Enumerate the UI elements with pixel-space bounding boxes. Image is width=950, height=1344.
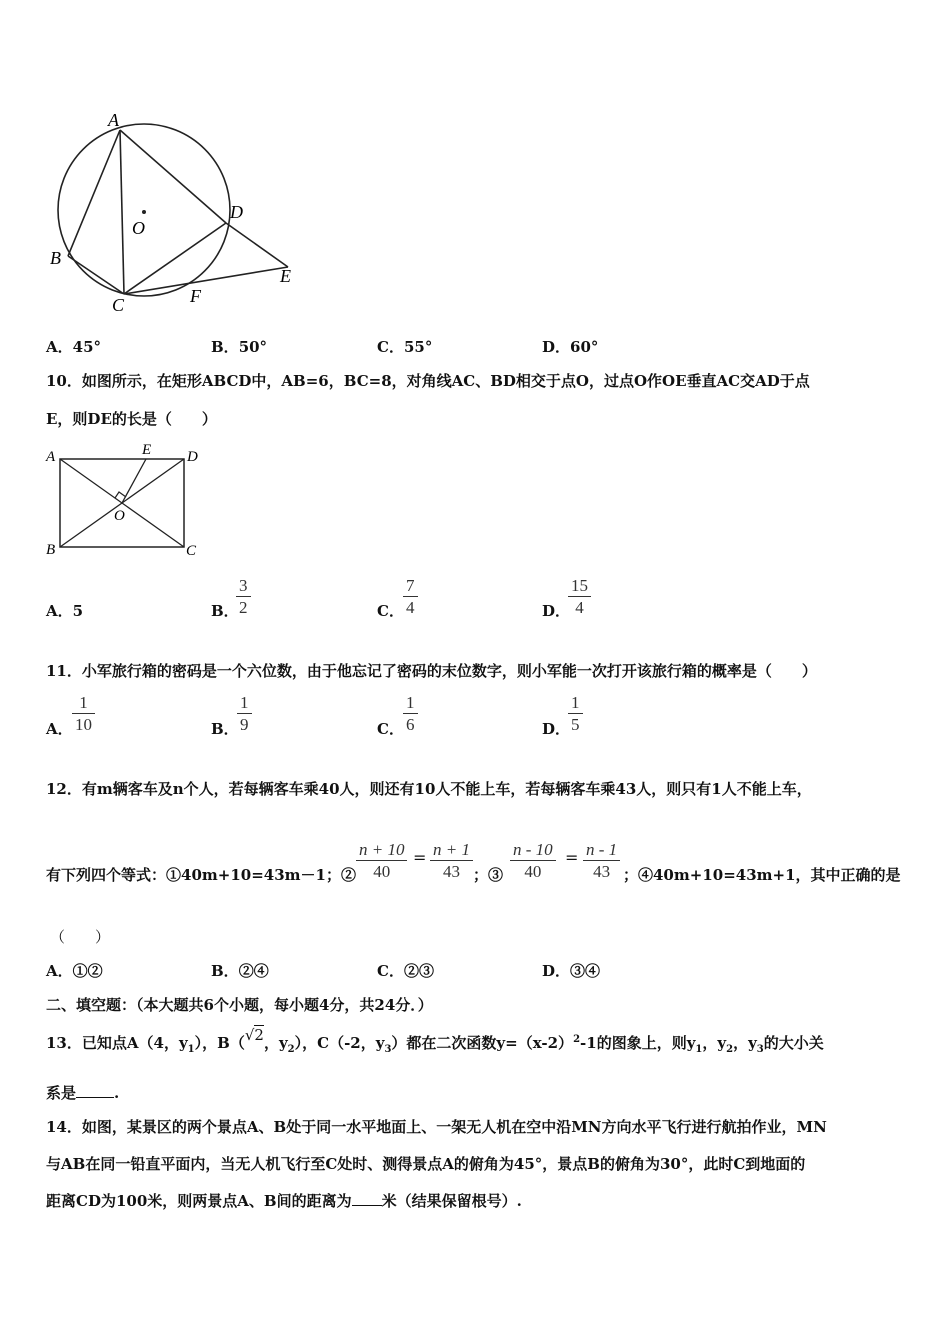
label-o: O: [114, 508, 125, 524]
segment-bc: [68, 256, 124, 294]
q9-figure: [40, 110, 310, 315]
q12-option-d[interactable]: [542, 960, 600, 981]
denominator: 43: [430, 860, 473, 883]
option-letter: D．: [542, 602, 571, 620]
denominator: 4: [403, 596, 418, 619]
denominator: 43: [583, 860, 620, 883]
option-text: ①②: [72, 962, 103, 980]
subscript: 2: [726, 1044, 734, 1055]
option-letter: A．: [46, 962, 73, 980]
denominator: 6: [403, 713, 418, 736]
option-text: ②③: [403, 962, 434, 980]
q11-option-b[interactable]: [211, 718, 239, 739]
q11-line1: 11．小军旅行箱的密码是一个六位数，由于他忘记了密码的末位数字，则小军能一次打开该旅行箱的概率是（ ）: [46, 662, 817, 680]
q13-text: ，y: [702, 1034, 727, 1052]
q9-option-d[interactable]: [542, 336, 598, 357]
q12-eq2-equals: =: [413, 848, 427, 867]
q12-eq2-right: [430, 840, 473, 883]
subscript: 1: [187, 1044, 195, 1055]
numerator: 1: [571, 693, 580, 712]
q13-text: ，y: [733, 1034, 757, 1052]
q9-option-b[interactable]: [211, 336, 267, 357]
q12-option-b[interactable]: [211, 960, 269, 981]
numerator: n + 1: [433, 840, 470, 859]
option-letter: D．: [542, 720, 571, 738]
answer-blank[interactable]: [352, 1193, 382, 1206]
option-letter: C．: [377, 720, 404, 738]
segment-ce: [124, 267, 288, 294]
q12-eq3-left: [510, 840, 556, 883]
q12-paren: （ ）: [50, 928, 111, 946]
option-text: ②④: [238, 962, 269, 980]
label-o: O: [132, 218, 145, 238]
option-letter: B．: [211, 602, 239, 620]
denominator: 9: [237, 713, 252, 736]
label-a: A: [108, 110, 119, 130]
denominator: 4: [568, 596, 591, 619]
subscript: 3: [756, 1044, 764, 1055]
option-text: 55°: [403, 338, 433, 356]
subscript: 2: [287, 1044, 295, 1055]
q9-option-a[interactable]: [46, 336, 101, 357]
q12-line1: 12．有m辆客车及n个人，若每辆客车乘40人，则还有10人不能上车，若每辆客车乘43人，则只有1人不能上车，: [46, 780, 812, 798]
q13-text: ，y: [263, 1034, 288, 1052]
q12-option-c[interactable]: [377, 960, 434, 981]
denominator: 10: [72, 713, 95, 736]
q13-text: -1的图象上，则y: [580, 1034, 696, 1052]
q12-line2-end: ；④40m+10=43m+1，其中正确的是: [623, 866, 901, 884]
q10-line2: E，则DE的长是（ ）: [46, 410, 217, 428]
q11-fraction-d: [568, 693, 583, 736]
q9-option-c[interactable]: [377, 336, 432, 357]
option-letter: D．: [542, 962, 571, 980]
q11-option-c[interactable]: [377, 718, 404, 739]
label-c: C: [186, 543, 197, 559]
q10-line1: 10．如图所示，在矩形ABCD中，AB=6，BC=8，对角线AC、BD相交于点O，过点O作OE垂直AC交AD于点: [46, 372, 810, 390]
subscript: 1: [695, 1044, 703, 1055]
label-e: E: [142, 442, 152, 458]
denominator: 5: [568, 713, 583, 736]
option-letter: A．: [46, 720, 73, 738]
label-b: B: [46, 542, 56, 558]
option-letter: B．: [211, 338, 239, 356]
numerator: n - 1: [586, 840, 618, 859]
label-b: B: [50, 248, 61, 268]
subscript: 3: [384, 1044, 392, 1055]
q11-fraction-b: [237, 693, 252, 736]
q10-option-b[interactable]: [211, 600, 239, 621]
option-letter: B．: [211, 962, 239, 980]
q11-fraction-c: [403, 693, 418, 736]
section-heading: 二、填空题：（本大题共6个小题，每小题4分，共24分．）: [46, 996, 433, 1014]
q10-option-d[interactable]: [542, 600, 570, 621]
label-d: D: [187, 449, 198, 465]
option-letter: D．: [542, 338, 571, 356]
q12-eq2-left: [356, 840, 407, 883]
q10-option-c[interactable]: [377, 600, 404, 621]
label-d: D: [230, 202, 243, 222]
sqrt-sign-icon: √: [244, 1026, 255, 1044]
q12-eq3-equals: =: [565, 848, 579, 867]
q12-eq3-right: [583, 840, 620, 883]
sqrt-radicand: 2: [254, 1026, 264, 1044]
segment-de: [226, 223, 288, 267]
option-letter: A．: [46, 602, 73, 620]
option-letter: C．: [377, 338, 404, 356]
denominator: 40: [356, 860, 407, 883]
numerator: 1: [406, 693, 415, 712]
q14-line1: 14．如图，某景区的两个景点A、B处于同一水平地面上、一架无人机在空中沿MN方向水平飞行进行航拍作业，MN: [46, 1118, 827, 1136]
label-e: E: [280, 266, 291, 286]
segment-ab: [68, 130, 120, 256]
numerator: n + 10: [359, 840, 405, 859]
q13-text: ），B（: [194, 1034, 245, 1052]
q11-fraction-a: [72, 693, 95, 736]
denominator: 2: [236, 596, 251, 619]
option-text: 5: [72, 602, 84, 620]
label-c: C: [112, 295, 125, 315]
numerator: 3: [239, 576, 248, 595]
answer-blank[interactable]: [76, 1085, 114, 1098]
superscript: 2: [573, 1034, 581, 1045]
option-letter: B．: [211, 720, 239, 738]
q13-text: 13．已知点A（4，y: [46, 1034, 188, 1052]
q13-text: ），C（-2，y: [294, 1034, 385, 1052]
q11-option-d[interactable]: [542, 718, 570, 739]
numerator: 15: [571, 576, 588, 595]
numerator: 1: [240, 693, 249, 712]
label-f: F: [190, 286, 201, 306]
numerator: 1: [79, 693, 88, 712]
q14-line2: 与AB在同一铅直平面内，当无人机飞行至C处时、测得景点A的俯角为45°，景点B的俯角为30°，此时C到地面的: [46, 1155, 806, 1173]
q13-line1: [46, 1026, 824, 1055]
q13-line2: [46, 1082, 119, 1103]
numerator: 7: [406, 576, 415, 595]
q11-option-a[interactable]: [46, 718, 73, 739]
option-letter: C．: [377, 962, 404, 980]
q14-text: 米（结果保留根号）.: [381, 1192, 522, 1210]
q10-option-a[interactable]: [46, 600, 83, 621]
q12-sep3: ；③: [473, 866, 504, 884]
q10-fraction-d: [568, 576, 591, 619]
segment-ac: [120, 130, 124, 294]
q13-text: 的大小关: [763, 1034, 824, 1052]
option-text: 50°: [238, 338, 268, 356]
q14-text: 距离CD为100米，则两景点A、B间的距离为: [46, 1192, 352, 1210]
q10-figure: [40, 440, 210, 565]
q13-text: .: [114, 1084, 120, 1102]
q13-text: 系是: [46, 1084, 77, 1102]
q10-fraction-c: [403, 576, 418, 619]
q12-option-a[interactable]: [46, 960, 103, 981]
denominator: 40: [510, 860, 556, 883]
option-text: ③④: [570, 962, 601, 980]
q14-line3: [46, 1190, 522, 1211]
option-text: 45°: [72, 338, 102, 356]
q13-text: ）都在二次函数y=（x-2）: [391, 1034, 574, 1052]
q12-line2-start: 有下列四个等式：①40m+10=43m－1；②: [46, 866, 356, 884]
sqrt-expression: [245, 1026, 264, 1044]
q10-fraction-b: [236, 576, 251, 619]
numerator: n - 10: [513, 840, 553, 859]
option-letter: C．: [377, 602, 404, 620]
right-angle-mark: [115, 492, 126, 498]
label-a: A: [46, 449, 56, 465]
option-letter: A．: [46, 338, 73, 356]
segment-ad: [120, 130, 226, 223]
center-dot: [142, 210, 146, 214]
option-text: 60°: [570, 338, 599, 356]
